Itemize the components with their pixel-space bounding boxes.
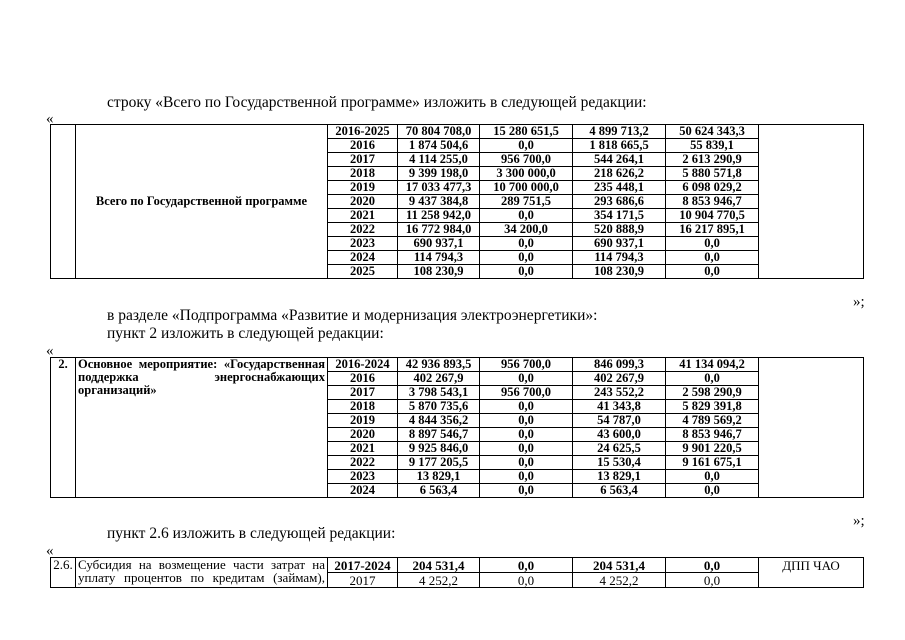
amount-cell: 204 531,4	[573, 558, 666, 573]
amount-cell: 6 563,4	[573, 484, 666, 498]
row-label-cell: Основное мероприятие: «Государственная поддержка энергоснабжающих организаций»	[76, 358, 328, 498]
amount-cell: 0,0	[480, 484, 573, 498]
amount-cell: 0,0	[480, 265, 573, 279]
amount-cell: 0,0	[666, 470, 759, 484]
period-cell: 2017	[328, 153, 398, 167]
amount-cell: 108 230,9	[398, 265, 480, 279]
responsible-cell	[759, 573, 864, 588]
amount-cell: 5 829 391,8	[666, 400, 759, 414]
table-row	[51, 125, 864, 139]
amount-cell: 0,0	[480, 139, 573, 153]
amount-cell: 4 252,2	[573, 573, 666, 588]
amount-cell: 16 217 895,1	[666, 223, 759, 237]
close-quote-2: »;	[853, 513, 865, 529]
period-cell: 2022	[328, 223, 398, 237]
responsible-cell	[759, 209, 864, 223]
amount-cell: 0,0	[480, 456, 573, 470]
amount-cell: 13 829,1	[573, 470, 666, 484]
period-cell: 2016	[328, 372, 398, 386]
amount-cell: 0,0	[666, 484, 759, 498]
table-3-body	[51, 558, 864, 588]
amount-cell: 10 904 770,5	[666, 209, 759, 223]
amount-cell: 520 888,9	[573, 223, 666, 237]
period-cell: 2018	[328, 167, 398, 181]
amount-cell: 114 794,3	[398, 251, 480, 265]
period-cell: 2025	[328, 265, 398, 279]
amount-cell: 1 818 665,5	[573, 139, 666, 153]
amount-cell: 50 624 343,3	[666, 125, 759, 139]
amount-cell: 6 098 029,2	[666, 181, 759, 195]
table-main-activity-2	[50, 357, 864, 498]
amount-cell: 956 700,0	[480, 358, 573, 372]
period-cell: 2023	[328, 237, 398, 251]
amount-cell: 956 700,0	[480, 153, 573, 167]
amount-cell: 8 853 946,7	[666, 428, 759, 442]
responsible-cell	[759, 386, 864, 400]
responsible-cell	[759, 428, 864, 442]
amount-cell: 1 874 504,6	[398, 139, 480, 153]
period-cell: 2017-2024	[328, 558, 398, 573]
row-number-cell	[51, 125, 76, 279]
period-cell: 2016	[328, 139, 398, 153]
responsible-cell	[759, 400, 864, 414]
amount-cell: 43 600,0	[573, 428, 666, 442]
amount-cell: 17 033 477,3	[398, 181, 480, 195]
amount-cell: 4 114 255,0	[398, 153, 480, 167]
amount-cell: 354 171,5	[573, 209, 666, 223]
intro-paragraph-4: пункт 2.6 изложить в следующей редакции:	[107, 525, 396, 542]
amount-cell: 2 613 290,9	[666, 153, 759, 167]
amount-cell: 289 751,5	[480, 195, 573, 209]
amount-cell: 13 829,1	[398, 470, 480, 484]
intro-paragraph-3: пункт 2 изложить в следующей редакции:	[107, 325, 384, 342]
responsible-cell	[759, 139, 864, 153]
amount-cell: 402 267,9	[398, 372, 480, 386]
amount-cell: 3 798 543,1	[398, 386, 480, 400]
period-cell: 2016-2024	[328, 358, 398, 372]
amount-cell: 0,0	[480, 251, 573, 265]
amount-cell: 108 230,9	[573, 265, 666, 279]
amount-cell: 8 853 946,7	[666, 195, 759, 209]
period-cell: 2016-2025	[328, 125, 398, 139]
amount-cell: 9 925 846,0	[398, 442, 480, 456]
amount-cell: 0,0	[666, 237, 759, 251]
amount-cell: 0,0	[666, 372, 759, 386]
amount-cell: 41 134 094,2	[666, 358, 759, 372]
period-cell: 2020	[328, 428, 398, 442]
amount-cell: 4 252,2	[398, 573, 480, 588]
amount-cell: 9 901 220,5	[666, 442, 759, 456]
amount-cell: 4 789 569,2	[666, 414, 759, 428]
close-quote-1: »;	[853, 294, 865, 310]
period-cell: 2019	[328, 414, 398, 428]
amount-cell: 24 625,5	[573, 442, 666, 456]
amount-cell: 16 772 984,0	[398, 223, 480, 237]
responsible-cell	[759, 125, 864, 139]
intro-paragraph-1: строку «Всего по Государственной программе» изложить в следующей редакции:	[107, 94, 647, 111]
amount-cell: 0,0	[480, 470, 573, 484]
responsible-cell	[759, 456, 864, 470]
open-quote-2: «	[46, 343, 54, 359]
amount-cell: 0,0	[480, 209, 573, 223]
amount-cell: 9 437 384,8	[398, 195, 480, 209]
amount-cell: 690 937,1	[398, 237, 480, 251]
amount-cell: 54 787,0	[573, 414, 666, 428]
amount-cell: 846 099,3	[573, 358, 666, 372]
period-cell: 2017	[328, 573, 398, 588]
amount-cell: 9 399 198,0	[398, 167, 480, 181]
open-quote-1: «	[46, 111, 54, 127]
amount-cell: 5 870 735,6	[398, 400, 480, 414]
responsible-cell	[759, 237, 864, 251]
responsible-cell	[759, 251, 864, 265]
responsible-cell	[759, 181, 864, 195]
period-cell: 2024	[328, 484, 398, 498]
amount-cell: 6 563,4	[398, 484, 480, 498]
amount-cell: 544 264,1	[573, 153, 666, 167]
amount-cell: 114 794,3	[573, 251, 666, 265]
responsible-cell	[759, 442, 864, 456]
responsible-cell	[759, 167, 864, 181]
amount-cell: 235 448,1	[573, 181, 666, 195]
period-cell: 2021	[328, 442, 398, 456]
responsible-cell	[759, 484, 864, 498]
amount-cell: 15 530,4	[573, 456, 666, 470]
amount-cell: 70 804 708,0	[398, 125, 480, 139]
amount-cell: 0,0	[480, 428, 573, 442]
period-cell: 2020	[328, 195, 398, 209]
amount-cell: 9 177 205,5	[398, 456, 480, 470]
amount-cell: 956 700,0	[480, 386, 573, 400]
amount-cell: 15 280 651,5	[480, 125, 573, 139]
row-label-cell: Всего по Государственной программе	[76, 125, 328, 279]
table-row	[51, 558, 864, 573]
amount-cell: 42 936 893,5	[398, 358, 480, 372]
amount-cell: 204 531,4	[398, 558, 480, 573]
amount-cell: 0,0	[666, 251, 759, 265]
amount-cell: 402 267,9	[573, 372, 666, 386]
amount-cell: 5 880 571,8	[666, 167, 759, 181]
row-number-cell: 2.	[51, 358, 76, 498]
responsible-cell	[759, 372, 864, 386]
table-2-body	[51, 358, 864, 498]
table-state-program-total	[50, 124, 864, 279]
amount-cell: 2 598 290,9	[666, 386, 759, 400]
table-row	[51, 358, 864, 372]
amount-cell: 34 200,0	[480, 223, 573, 237]
period-cell: 2023	[328, 470, 398, 484]
amount-cell: 0,0	[666, 558, 759, 573]
amount-cell: 0,0	[666, 573, 759, 588]
amount-cell: 293 686,6	[573, 195, 666, 209]
period-cell: 2021	[328, 209, 398, 223]
amount-cell: 0,0	[480, 372, 573, 386]
amount-cell: 0,0	[666, 265, 759, 279]
responsible-cell	[759, 265, 864, 279]
amount-cell: 218 626,2	[573, 167, 666, 181]
period-cell: 2018	[328, 400, 398, 414]
intro-paragraph-2: в разделе «Подпрограмма «Развитие и модернизация электроэнергетики»:	[107, 307, 598, 324]
period-cell: 2017	[328, 386, 398, 400]
responsible-cell	[759, 414, 864, 428]
amount-cell: 3 300 000,0	[480, 167, 573, 181]
amount-cell: 0,0	[480, 414, 573, 428]
amount-cell: 55 839,1	[666, 139, 759, 153]
amount-cell: 243 552,2	[573, 386, 666, 400]
responsible-cell: ДПП ЧАО	[759, 558, 864, 573]
open-quote-3: «	[46, 543, 54, 559]
amount-cell: 0,0	[480, 237, 573, 251]
amount-cell: 4 844 356,2	[398, 414, 480, 428]
responsible-cell	[759, 195, 864, 209]
period-cell: 2024	[328, 251, 398, 265]
amount-cell: 11 258 942,0	[398, 209, 480, 223]
responsible-cell	[759, 470, 864, 484]
amount-cell: 10 700 000,0	[480, 181, 573, 195]
amount-cell: 4 899 713,2	[573, 125, 666, 139]
amount-cell: 690 937,1	[573, 237, 666, 251]
table-item-2-6	[50, 557, 864, 588]
amount-cell: 0,0	[480, 442, 573, 456]
amount-cell: 0,0	[480, 400, 573, 414]
amount-cell: 0,0	[480, 558, 573, 573]
period-cell: 2019	[328, 181, 398, 195]
amount-cell: 0,0	[480, 573, 573, 588]
row-label-cell: Субсидия на возмещение части затрат на уплату процентов по кредитам (займам),	[76, 558, 328, 588]
responsible-cell	[759, 153, 864, 167]
amount-cell: 8 897 546,7	[398, 428, 480, 442]
amount-cell: 41 343,8	[573, 400, 666, 414]
amount-cell: 9 161 675,1	[666, 456, 759, 470]
row-number-cell: 2.6.	[51, 558, 76, 588]
responsible-cell	[759, 223, 864, 237]
responsible-cell	[759, 358, 864, 372]
period-cell: 2022	[328, 456, 398, 470]
table-1-body	[51, 125, 864, 279]
